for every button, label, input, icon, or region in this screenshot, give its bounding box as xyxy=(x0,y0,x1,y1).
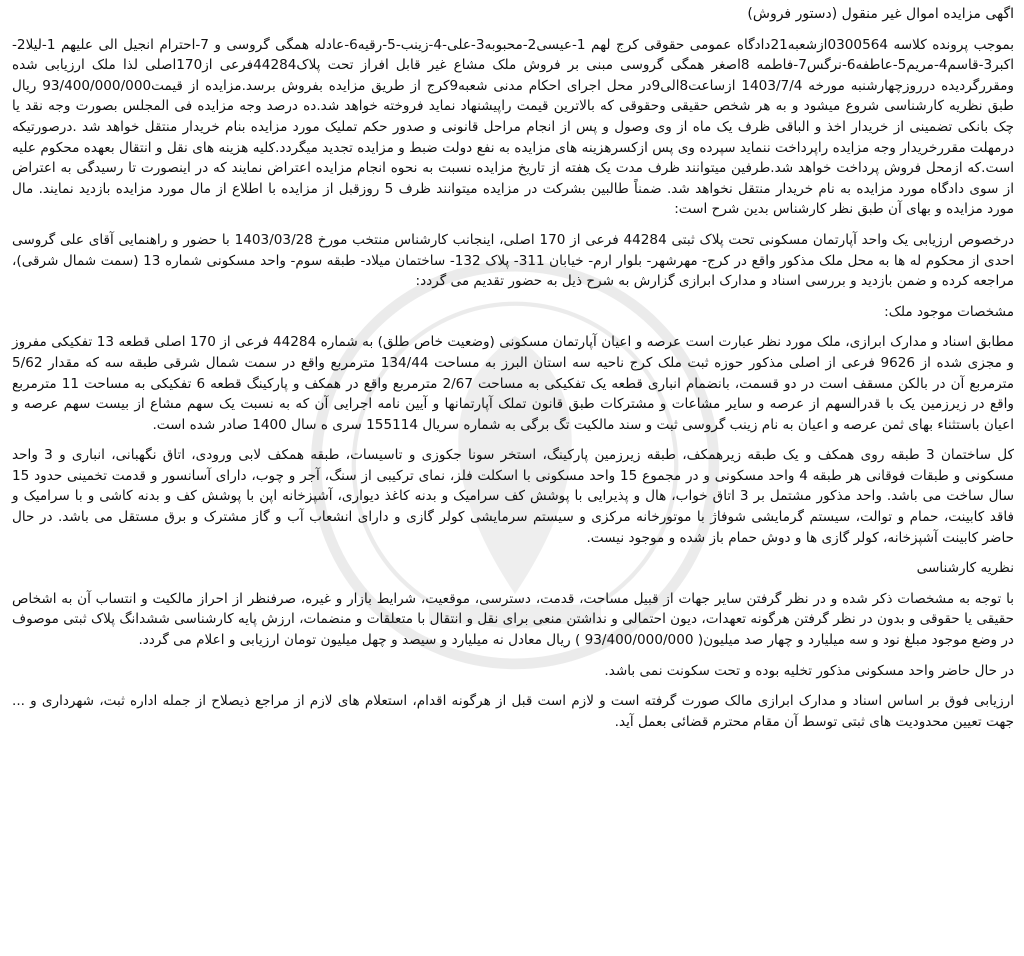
building-description-paragraph: کل ساختمان 3 طبقه روی همکف و یک طبقه زیرهمکف، طبقه زیرزمین پارکینگ، استخر سونا جکوزی و تاسیسات، طبقه همکف لابی ورودی، اتاق نگهبانی، انباری و 3 واحد مسکونی و طبقات فوقانی هر طبقه 4 واحد مسکونی و در مجموع 15 واحد مسکونی با اسکلت فلز، نمای ترکیبی از سنگ، آجر و چوب، دارای آسانسور و قدمت تخمینی حدود 15 سال ساخت می باشد. واحد مذکور مشتمل بر 3 اتاق خواب، هال و پذیرایی با پوشش کف سرامیک و بدنه کاغذ دیواری، آشپزخانه اپن با پوشش کف و بدنه کاشی و با سرامیک و فاقد کابینت، حمام و توالت، سیستم گرمایشی شوفاژ با موتورخانه مرکزی و سیستم سرمایشی کولر گازی و دارای انشعاب آب و گاز مشترک و برق مستقل می باشد. در حال حاضر کابینت آشپزخانه، کولر گازی ها و دوش حمام باز شده و موجود نیست. xyxy=(12,447,1014,546)
vacancy-note: در حال حاضر واحد مسکونی مذکور تخلیه بوده و تحت سکونت نمی باشد. xyxy=(604,662,1014,679)
property-specs-heading: مشخصات موجود ملک: xyxy=(884,303,1014,320)
notice-intro-paragraph: بموجب پرونده کلاسه 0300564ازشعبه21دادگاه عمومی حقوقی کرج لهم 1-عیسی2-محبوبه3-علی-4-زینب-5-رقیه6-عادله همگی گروسی و 7-احترام انجیل الی علیهم 1-لیلا2-اکبر3-قاسم4-مریم5-عاطفه6-نرگس7-فاطمه 8اصغر همگی گروسی مبنی بر فروش ملک مشاع غیر قابل افراز تحت پلاک44284فرعی از170اصلی لذا ملک ارزیابی شده ومقررگردیده درروزچهارشنبه مورخه 1403/7/4 ازساعت8الی9در محل اجرای احکام مدنی شعبه9کرج از طریق مزایده بفروش برسد.مزایده از قیمت93/400/000/000 ریال طبق نظریه کارشناسی شروع میشود و به هر شخص حقیقی وحقوقی که بالاترین قیمت راپیشنهاد نماید فروخته خواهد شد.ده درصد وجه مزایده فی المجلس بصورت وجه نقد یا چک بانکی تضمینی از خریدار اخذ و الباقی ظرف یک ماه از وی وصول و پس از انجام مراحل قانونی و صدور حکم تملیک مورد مزایده بنام خریدار منتقل خواهد شد .درصورتیکه درمهلت مقررخریدار وجه مزایده راپرداخت ننماید سپرده وی پس ازکسرهزینه های مزایده به نفع دولت ضبط و مزایده تجدید میگردد.کلیه هزینه های نقل و انتقال بعهده محکوم علیه است.که ازمحل فروش پرداخت خواهد شد.طرفین میتوانند ظرف مدت یک هفته از تاریخ مزایده نسبت به نحوه انجام مزایده اعتراض نمایند که در اینصورت تا رسیدگی به اعتراض از سوی دادگاه مورد مزایده به نام خریدار منتقل نخواهد شد. ضمناً طالبین بشرکت در مزایده میتوانند ظرف 5 روزقبل از مزایده با اطلاع از مال مورد مزایده بازدید نمایند. مال مورد مزایده و بهای آن طبق نظر کارشناس بدین شرح است: xyxy=(12,36,1015,218)
auction-notice xyxy=(12,4,1014,736)
expert-opinion-heading: نظریه کارشناسی xyxy=(916,560,1014,577)
disclaimer-paragraph: ارزیابی فوق بر اساس اسناد و مدارک ابرازی مالک صورت گرفته است و لازم است قبل از هرگونه اقدام، استعلام های لازم از مراجع ذیصلاح از جمله اداره ثبت، شهرداری و ... جهت تعیین محدودیت های ثبتی توسط آن مقام محترم قضائی بعمل آید. xyxy=(12,693,1014,730)
expert-visit-paragraph: درخصوص ارزیابی یک واحد آپارتمان مسکونی تحت پلاک ثبتی 44284 فرعی از 170 اصلی، اینجانب کارشناس منتخب مورخ 1403/03/28 با حضور و راهنمایی آقای علی گروسی احدی از محکوم له ها به محل ملک مذکور واقع در کرج- مهرشهر- بلوار ارم- خیابان 311- پلاک 132- ساختمان میلاد- طبقه سوم- واحد مسکونی شماره 13 (سمت شمال شرقی)، مراجعه کرده و ضمن بازدید و بررسی اسناد و مدارک ابرازی گزارش به شرح ذیل به حضور تقدیم می گردد: xyxy=(12,231,1015,290)
notice-title: اگهی مزایده اموال غیر منقول (دستور فروش) xyxy=(747,6,1014,22)
valuation-paragraph: با توجه به مشخصات ذکر شده و در نظر گرفتن سایر جهات از قبیل مساحت، قدمت، دسترسی، موقعیت، شرایط بازار و غیره، صرفنظر از احراز مالکیت و انتساب آن به اشخاص حقیقی یا حقوقی و بدون در نظر گرفتن هرگونه تعهدات، دیون احتمالی و نداشتن منعی برای نقل و انتقال با متعلقات و منضمات، ارزش پایه کارشناسی ششدانگ پلاک ثبتی موصوف در وضع موجود مبلغ نود و سه میلیارد و چهار صد میلیون( 93/400/000/000 ) ریال معادل نه میلیارد و سیصد و چهل میلیون تومان ارزیابی و اعلام می گردد. xyxy=(12,590,1014,649)
property-documents-paragraph: مطابق اسناد و مدارک ابرازی، ملک مورد نظر عبارت است عرصه و اعیان آپارتمان مسکونی (وضعیت خاص طلق) به شماره 44284 فرعی از 170 اصلی قطعه 13 تفکیکی مفروز و مجزی شده از 9626 فرعی از اصلی مذکور حوزه ثبت ملک کرج ناحیه سه استان البرز به مساحت 134/44 مترمربع واقع در سمت شمال شرقی طبقه سه که مقدار 5/62 مترمربع آن در بالکن مسقف است در دو قسمت، بانضمام انباری قطعه یک تفکیکی به مساحت 2/67 مترمربع واقع در همکف و پارکینگ قطعه 6 تفکیکی به مساحت 11 مترمربع واقع در زیرزمین یک با قدرالسهم از عرصه و سایر مشاعات و مشترکات طبق قانون تملک آپارتمانها و آیین نامه اجرایی آن که به نسبت یک سهم مشاع از بیست سهم عرصه و اعیان باستثناء بهای ثمن عرصه و اعیان به نام زینب گروسی ثبت و سند مالکیت تگ برگی به شماره سریال 155114 سری ه سال 1400 صادر شده است. xyxy=(12,334,1015,433)
